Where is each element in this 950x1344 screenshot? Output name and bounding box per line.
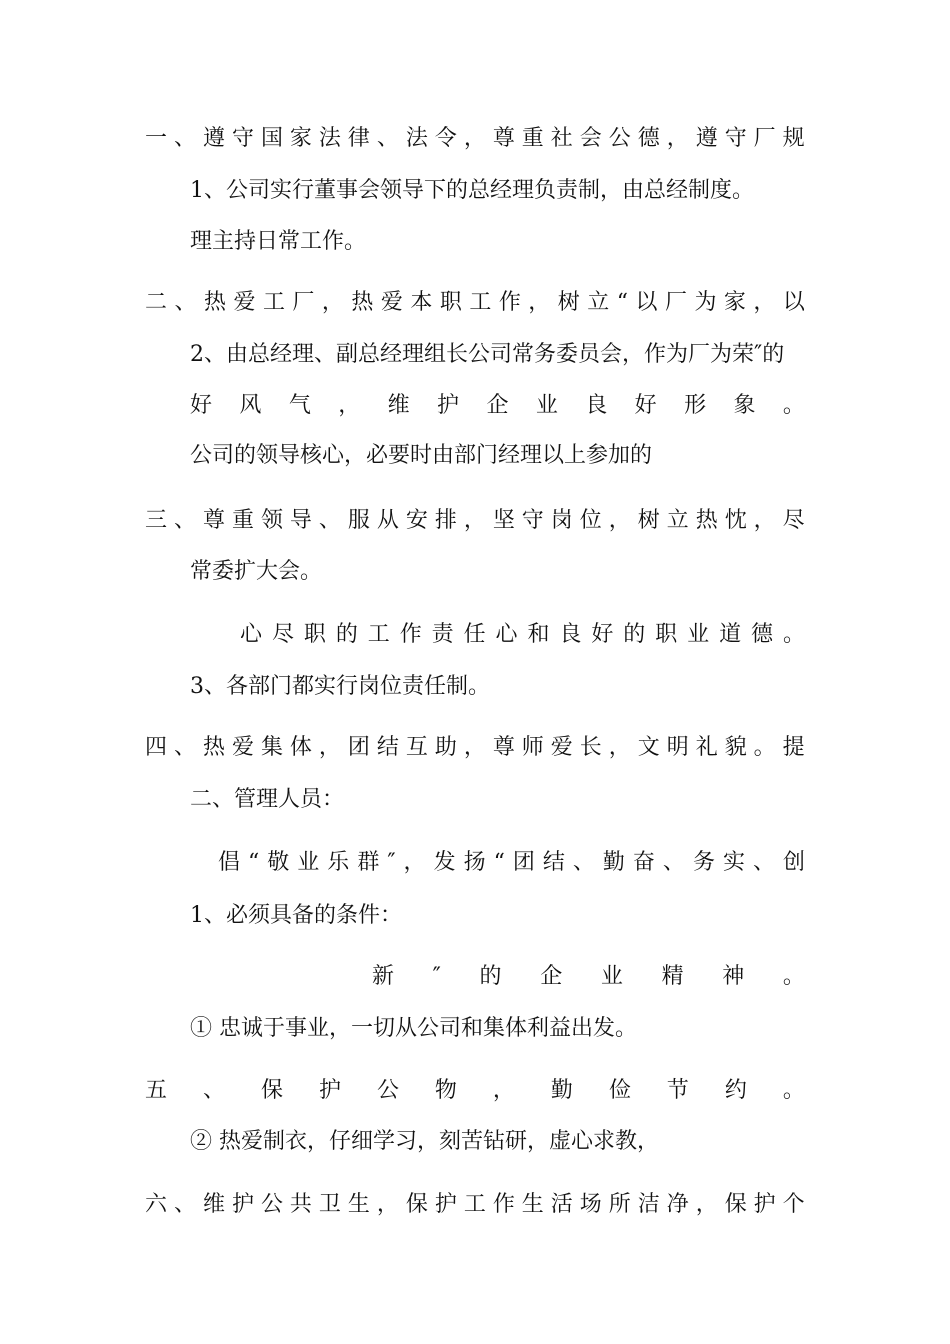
char: 爱 bbox=[231, 735, 254, 760]
char: 坚 bbox=[492, 508, 515, 533]
char: 。 bbox=[782, 964, 805, 989]
char: 排 bbox=[434, 508, 457, 533]
char: 、 bbox=[752, 850, 775, 875]
char: ″ bbox=[432, 964, 441, 989]
char: 象 bbox=[733, 393, 756, 418]
char: 安 bbox=[405, 508, 428, 533]
char: 作 bbox=[399, 622, 422, 647]
char: 文 bbox=[637, 735, 660, 760]
char: 工 bbox=[463, 1192, 486, 1217]
char: 节 bbox=[666, 1078, 689, 1103]
char: “ bbox=[248, 850, 260, 875]
doc-line-3: 理主持日常工作。 bbox=[190, 229, 367, 254]
char: 的 bbox=[623, 622, 646, 647]
char: 立 bbox=[587, 290, 610, 315]
char: 以 bbox=[635, 290, 658, 315]
doc-line-16 bbox=[372, 962, 805, 992]
char: 礼 bbox=[695, 735, 718, 760]
char: 新 bbox=[372, 964, 395, 989]
char: 忱 bbox=[724, 508, 747, 533]
char: 企 bbox=[486, 393, 509, 418]
char: 良 bbox=[559, 622, 582, 647]
char: 提 bbox=[782, 735, 805, 760]
doc-line-14 bbox=[218, 848, 805, 878]
char: 守 bbox=[521, 508, 544, 533]
char: 护 bbox=[318, 1078, 341, 1103]
char: 的 bbox=[335, 622, 358, 647]
char: 、 bbox=[376, 126, 399, 151]
char: 神 bbox=[722, 964, 745, 989]
char: 互 bbox=[405, 735, 428, 760]
char: 结 bbox=[542, 850, 565, 875]
char: 律 bbox=[347, 126, 370, 151]
char: 活 bbox=[550, 1192, 573, 1217]
char: 、 bbox=[202, 1078, 225, 1103]
char: 作 bbox=[498, 290, 521, 315]
char: ， bbox=[608, 508, 631, 533]
char: ， bbox=[666, 126, 689, 151]
char: 遵 bbox=[695, 126, 718, 151]
char: 尊 bbox=[492, 735, 515, 760]
doc-line-18 bbox=[145, 1076, 805, 1106]
char: 扬 bbox=[463, 850, 486, 875]
char: 厂 bbox=[753, 126, 776, 151]
char: 良 bbox=[585, 393, 608, 418]
char: 工 bbox=[367, 622, 390, 647]
char: 倡 bbox=[218, 850, 241, 875]
char: 职 bbox=[439, 290, 462, 315]
char: 心 bbox=[495, 622, 518, 647]
char: 工 bbox=[469, 290, 492, 315]
char: 企 bbox=[540, 964, 563, 989]
doc-line-5: 2、由总经理、副总经理组长公司常务委员会，作为厂为荣″的 bbox=[190, 342, 785, 367]
char: 护 bbox=[437, 393, 460, 418]
char: 、 bbox=[173, 508, 196, 533]
doc-line-11: 3、各部门都实行岗位责任制。 bbox=[190, 674, 490, 699]
char: 德 bbox=[637, 126, 660, 151]
char: 护 bbox=[231, 1192, 254, 1217]
char: 结 bbox=[376, 735, 399, 760]
char: 好 bbox=[591, 622, 614, 647]
doc-line-2: 1、公司实行董事会领导下的总经理负责制，由总经制度。 bbox=[190, 178, 754, 203]
doc-line-4 bbox=[145, 288, 805, 318]
doc-line-8 bbox=[145, 506, 805, 536]
char: 维 bbox=[387, 393, 410, 418]
char: “ bbox=[616, 290, 628, 315]
char: 厂 bbox=[292, 290, 315, 315]
doc-line-17: ① 忠诚于事业，一切从公司和集体利益出发。 bbox=[190, 1016, 637, 1041]
char: 为 bbox=[694, 290, 717, 315]
char: 尽 bbox=[271, 622, 294, 647]
char: 、 bbox=[662, 850, 685, 875]
char: 明 bbox=[666, 735, 689, 760]
char: 服 bbox=[347, 508, 370, 533]
char: 作 bbox=[492, 1192, 515, 1217]
char: 、 bbox=[174, 290, 197, 315]
char: 热 bbox=[203, 290, 226, 315]
char: 德 bbox=[751, 622, 774, 647]
char: ， bbox=[318, 735, 341, 760]
char: 约 bbox=[724, 1078, 747, 1103]
doc-line-9: 常委扩大会。 bbox=[190, 559, 323, 584]
char: 乐 bbox=[327, 850, 350, 875]
char: 发 bbox=[433, 850, 456, 875]
char: 风 bbox=[239, 393, 262, 418]
char: 卫 bbox=[318, 1192, 341, 1217]
char: ， bbox=[463, 508, 486, 533]
char: 法 bbox=[318, 126, 341, 151]
doc-line-12 bbox=[145, 733, 805, 763]
char: 生 bbox=[521, 1192, 544, 1217]
char: 群 bbox=[357, 850, 380, 875]
char: 形 bbox=[684, 393, 707, 418]
char: 爱 bbox=[233, 290, 256, 315]
char: 热 bbox=[695, 508, 718, 533]
char: 四 bbox=[145, 735, 168, 760]
char: ， bbox=[463, 735, 486, 760]
char: 。 bbox=[782, 622, 805, 647]
doc-line-20 bbox=[145, 1190, 805, 1220]
doc-line-15: 1、必须具备的条件： bbox=[190, 903, 402, 928]
char: ， bbox=[528, 290, 551, 315]
char: ， bbox=[376, 1192, 399, 1217]
char: 保 bbox=[260, 1078, 283, 1103]
char: 创 bbox=[782, 850, 805, 875]
char: 尊 bbox=[202, 508, 225, 533]
doc-line-10 bbox=[240, 620, 805, 650]
char: 所 bbox=[608, 1192, 631, 1217]
char: 守 bbox=[724, 126, 747, 151]
char: 团 bbox=[347, 735, 370, 760]
char: 维 bbox=[202, 1192, 225, 1217]
char: 物 bbox=[434, 1078, 457, 1103]
char: 的 bbox=[479, 964, 502, 989]
char: 心 bbox=[240, 622, 263, 647]
char: 岗 bbox=[550, 508, 573, 533]
char: 树 bbox=[637, 508, 660, 533]
char: 导 bbox=[289, 508, 312, 533]
char: 树 bbox=[557, 290, 580, 315]
char: 会 bbox=[579, 126, 602, 151]
doc-line-7: 公司的领导核心，必要时由部门经理以上参加的 bbox=[190, 443, 653, 468]
char: 净 bbox=[666, 1192, 689, 1217]
char: 公 bbox=[608, 126, 631, 151]
char: 、 bbox=[173, 126, 196, 151]
doc-line-6 bbox=[190, 391, 805, 421]
char: 公 bbox=[376, 1078, 399, 1103]
char: 貌 bbox=[724, 735, 747, 760]
char: 场 bbox=[579, 1192, 602, 1217]
char: 。 bbox=[782, 393, 805, 418]
char: 。 bbox=[753, 735, 776, 760]
doc-line-1 bbox=[145, 124, 805, 154]
char: 、 bbox=[173, 735, 196, 760]
char: 敬 bbox=[267, 850, 290, 875]
char: 工 bbox=[262, 290, 285, 315]
char: 保 bbox=[724, 1192, 747, 1217]
char: 勤 bbox=[602, 850, 625, 875]
char: 好 bbox=[634, 393, 657, 418]
char: 道 bbox=[719, 622, 742, 647]
char: 任 bbox=[463, 622, 486, 647]
char: 师 bbox=[521, 735, 544, 760]
char: 、 bbox=[572, 850, 595, 875]
char: 一 bbox=[145, 126, 168, 151]
char: 保 bbox=[405, 1192, 428, 1217]
doc-line-13: 二、管理人员： bbox=[190, 787, 345, 812]
char: 和 bbox=[527, 622, 550, 647]
char: ， bbox=[695, 1192, 718, 1217]
char: ， bbox=[321, 290, 344, 315]
char: 个 bbox=[782, 1192, 805, 1217]
char: 精 bbox=[661, 964, 684, 989]
char: 社 bbox=[550, 126, 573, 151]
char: 业 bbox=[687, 622, 710, 647]
char: ， bbox=[338, 393, 361, 418]
char: 五 bbox=[145, 1078, 168, 1103]
char: 生 bbox=[347, 1192, 370, 1217]
char: 六 bbox=[145, 1192, 168, 1217]
char: 重 bbox=[231, 508, 254, 533]
char: 尽 bbox=[782, 508, 805, 533]
char: 业 bbox=[297, 850, 320, 875]
char: 好 bbox=[190, 393, 213, 418]
char: 、 bbox=[318, 508, 341, 533]
char: 家 bbox=[723, 290, 746, 315]
char: ， bbox=[753, 508, 776, 533]
char: 奋 bbox=[632, 850, 655, 875]
char: 俭 bbox=[608, 1078, 631, 1103]
char: 团 bbox=[512, 850, 535, 875]
char: 立 bbox=[666, 508, 689, 533]
char: ″ bbox=[387, 850, 396, 875]
char: 领 bbox=[260, 508, 283, 533]
char: 热 bbox=[351, 290, 374, 315]
doc-line-19: ② 热爱制衣，仔细学习，刻苦钻研，虚心求教， bbox=[190, 1129, 659, 1154]
char: 热 bbox=[202, 735, 225, 760]
char: 三 bbox=[145, 508, 168, 533]
char: 家 bbox=[289, 126, 312, 151]
char: 。 bbox=[782, 1078, 805, 1103]
char: 令 bbox=[434, 126, 457, 151]
char: 以 bbox=[782, 290, 805, 315]
char: 洁 bbox=[637, 1192, 660, 1217]
char: 重 bbox=[521, 126, 544, 151]
char: 二 bbox=[145, 290, 168, 315]
char: 共 bbox=[289, 1192, 312, 1217]
char: 厂 bbox=[664, 290, 687, 315]
char: 、 bbox=[173, 1192, 196, 1217]
char: 位 bbox=[579, 508, 602, 533]
char: 护 bbox=[753, 1192, 776, 1217]
char: 业 bbox=[535, 393, 558, 418]
char: 本 bbox=[410, 290, 433, 315]
char: 爱 bbox=[550, 735, 573, 760]
char: 守 bbox=[231, 126, 254, 151]
char: 国 bbox=[260, 126, 283, 151]
char: 遵 bbox=[202, 126, 225, 151]
char: 职 bbox=[655, 622, 678, 647]
char: 集 bbox=[260, 735, 283, 760]
char: 规 bbox=[782, 126, 805, 151]
char: 护 bbox=[434, 1192, 457, 1217]
char: “ bbox=[493, 850, 505, 875]
char: 助 bbox=[434, 735, 457, 760]
char: 实 bbox=[722, 850, 745, 875]
char: ， bbox=[608, 735, 631, 760]
char: 责 bbox=[431, 622, 454, 647]
char: 务 bbox=[692, 850, 715, 875]
char: 从 bbox=[376, 508, 399, 533]
char: ， bbox=[463, 126, 486, 151]
char: 法 bbox=[405, 126, 428, 151]
char: ， bbox=[753, 290, 776, 315]
char: 爱 bbox=[380, 290, 403, 315]
char: 职 bbox=[303, 622, 326, 647]
char: 勤 bbox=[550, 1078, 573, 1103]
char: 长 bbox=[579, 735, 602, 760]
char: 业 bbox=[600, 964, 623, 989]
char: 公 bbox=[260, 1192, 283, 1217]
char: 体 bbox=[289, 735, 312, 760]
char: ， bbox=[492, 1078, 515, 1103]
char: 尊 bbox=[492, 126, 515, 151]
char: ， bbox=[403, 850, 426, 875]
char: 气 bbox=[288, 393, 311, 418]
